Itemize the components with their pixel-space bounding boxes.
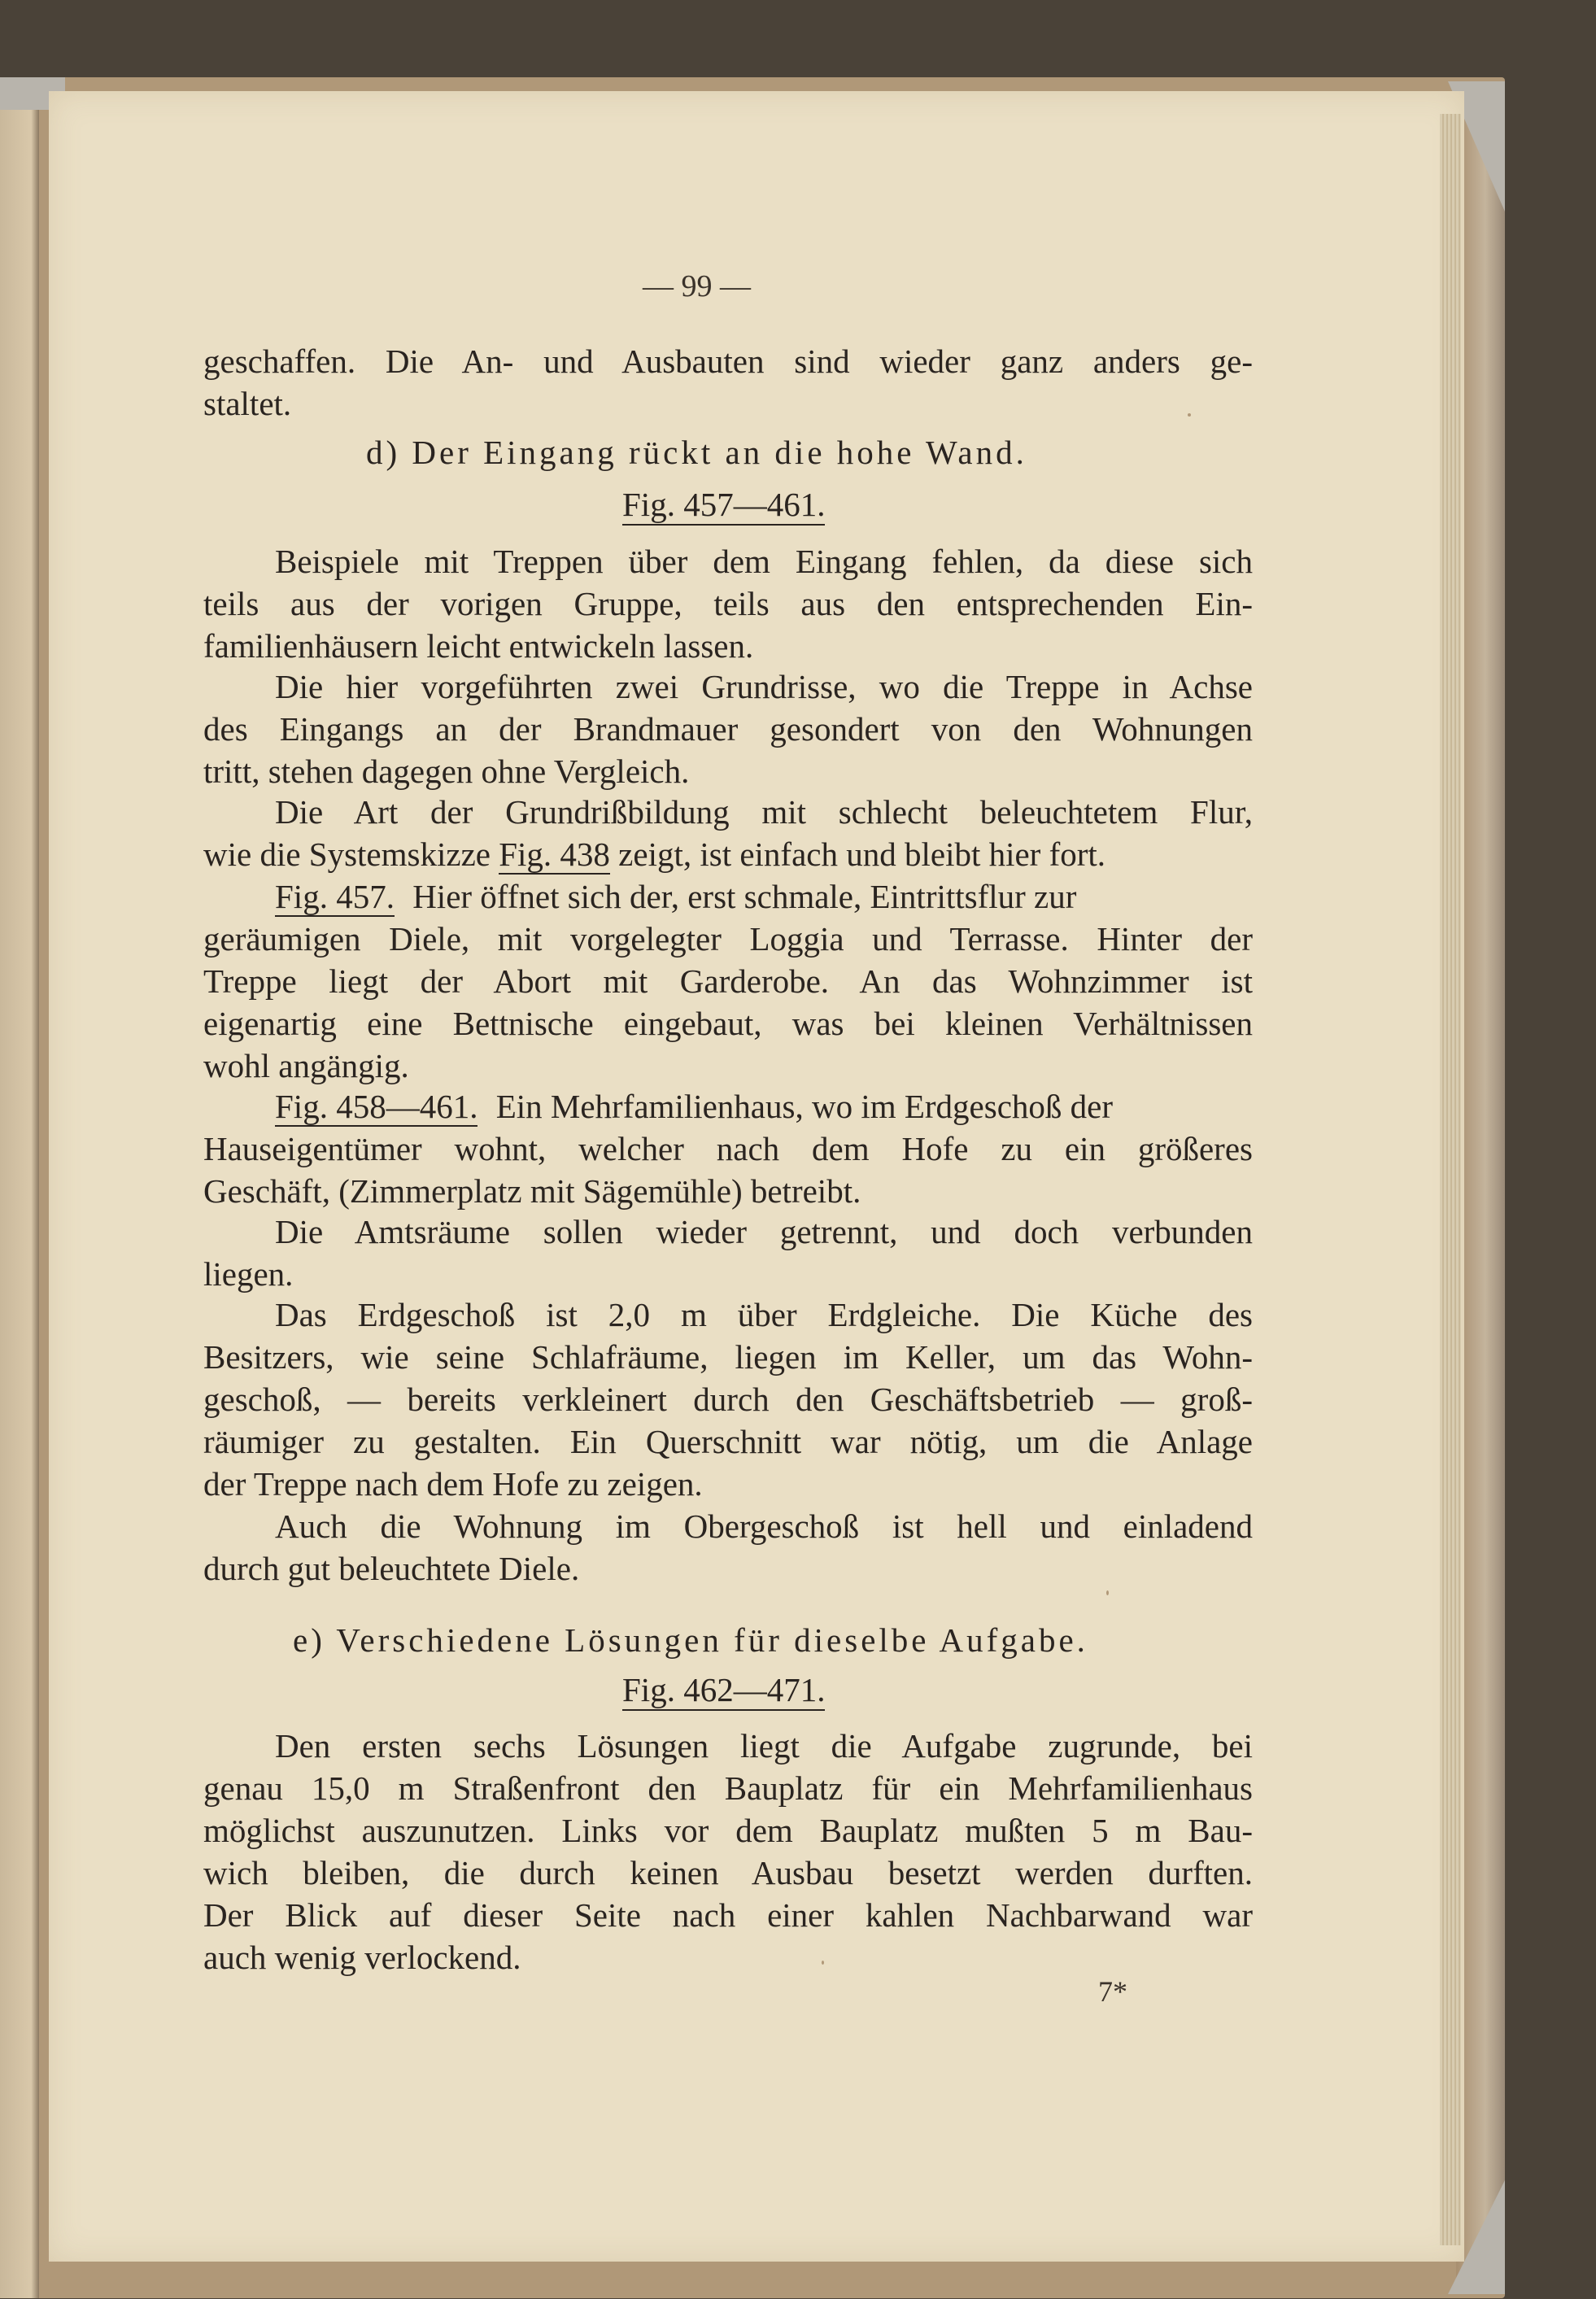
text-line: eigenartig eine Bettnische eingebaut, was bei kleinen Verhältnissen (203, 1005, 1253, 1042)
page-block-edge (1440, 114, 1461, 2245)
text-line: familienhäusern leicht entwickeln lassen. (203, 627, 754, 665)
facing-page-edge (0, 110, 39, 2298)
text-line: Der Blick auf dieser Seite nach einer kahlen Nachbarwand war (203, 1896, 1253, 1934)
text-line: Besitzers, wie seine Schlafräume, liegen im Keller, um das Wohn- (203, 1338, 1253, 1376)
section-heading-d: d) Der Eingang rückt an die hohe Wand. (366, 434, 1027, 471)
text-line: Auch die Wohnung im Obergeschoß ist hell und einladend (275, 1507, 1253, 1545)
text-line: Die hier vorgeführten zwei Grundrisse, wo die Treppe in Achse (275, 668, 1253, 705)
text-line: der Treppe nach dem Hofe zu zeigen. (203, 1465, 703, 1503)
text-segment: Hier öffnet sich der, erst schmale, Eintrittsflur zur (412, 878, 1077, 915)
section-heading-e: e) Verschiedene Lösungen für dieselbe Aufgabe. (293, 1621, 1088, 1659)
text-line (203, 833, 1253, 875)
text-line: geschaffen. Die An- und Ausbauten sind wieder ganz anders ge- (203, 342, 1253, 380)
text-segment: Ein Mehrfamilienhaus, wo im Erdgeschoß der (495, 1088, 1114, 1125)
paper-speck (1106, 1590, 1109, 1595)
text-line: Das Erdgeschoß ist 2,0 m über Erdgleiche. Die Küche des (275, 1296, 1253, 1333)
figure-reference: Fig. 462—471. (622, 1672, 825, 1711)
text-line: Treppe liegt der Abort mit Garderobe. An das Wohnzimmer ist (203, 962, 1253, 1000)
text-line: Die Amtsräume sollen wieder getrennt, und doch verbunden (275, 1213, 1253, 1250)
figure-reference: Fig. 457. (275, 878, 395, 915)
text-line: des Eingangs an der Brandmauer gesondert von den Wohnungen (203, 710, 1253, 748)
text-segment: zeigt, ist einfach und bleibt hier fort. (618, 835, 1106, 873)
text-line: tritt, stehen dagegen ohne Vergleich. (203, 753, 690, 790)
figure-reference: Fig. 438 (499, 835, 610, 873)
text-line (275, 1085, 1253, 1128)
text-line: liegen. (203, 1255, 294, 1293)
text-line: staltet. (203, 385, 292, 422)
text-line: Den ersten sechs Lösungen liegt die Aufgabe zugrunde, bei (275, 1727, 1253, 1765)
paper-speck (1188, 413, 1191, 417)
text-line: teils aus der vorigen Gruppe, teils aus den entsprechenden Ein- (203, 585, 1253, 622)
text-line: genau 15,0 m Straßenfront den Bauplatz für ein Mehrfamilienhaus (203, 1769, 1253, 1807)
text-line: geschoß, — bereits verkleinert durch den Geschäftsbetrieb — groß- (203, 1381, 1253, 1418)
text-line: geräumigen Diele, mit vorgelegter Loggia und Terrasse. Hinter der (203, 920, 1253, 958)
text-segment: wie die Systemskizze (203, 835, 491, 873)
figure-reference: Fig. 457—461. (622, 486, 825, 526)
text-line (275, 875, 1253, 918)
text-line: Die Art der Grundrißbildung mit schlecht beleuchtetem Flur, (275, 793, 1253, 831)
text-line: Geschäft, (Zimmerplatz mit Sägemühle) betreibt. (203, 1172, 861, 1210)
text-line: durch gut beleuchtete Diele. (203, 1550, 580, 1587)
text-line: räumiger zu gestalten. Ein Querschnitt war nötig, um die Anlage (203, 1423, 1253, 1460)
text-line: Beispiele mit Treppen über dem Eingang fehlen, da diese sich (275, 543, 1253, 580)
text-line: wohl angängig. (203, 1047, 409, 1084)
text-line: Hauseigentümer wohnt, welcher nach dem Hofe zu ein größeres (203, 1130, 1253, 1167)
page-number: — 99 — (643, 269, 751, 303)
text-line: auch wenig verlockend. (203, 1939, 521, 1976)
paper-speck (822, 1961, 824, 1965)
text-line: wich bleiben, die durch keinen Ausbau besetzt werden durften. (203, 1854, 1253, 1891)
signature-mark: 7* (1098, 1975, 1127, 2008)
text-line: möglichst auszunutzen. Links vor dem Bauplatz mußten 5 m Bau- (203, 1812, 1253, 1849)
figure-reference: Fig. 458—461. (275, 1088, 478, 1125)
